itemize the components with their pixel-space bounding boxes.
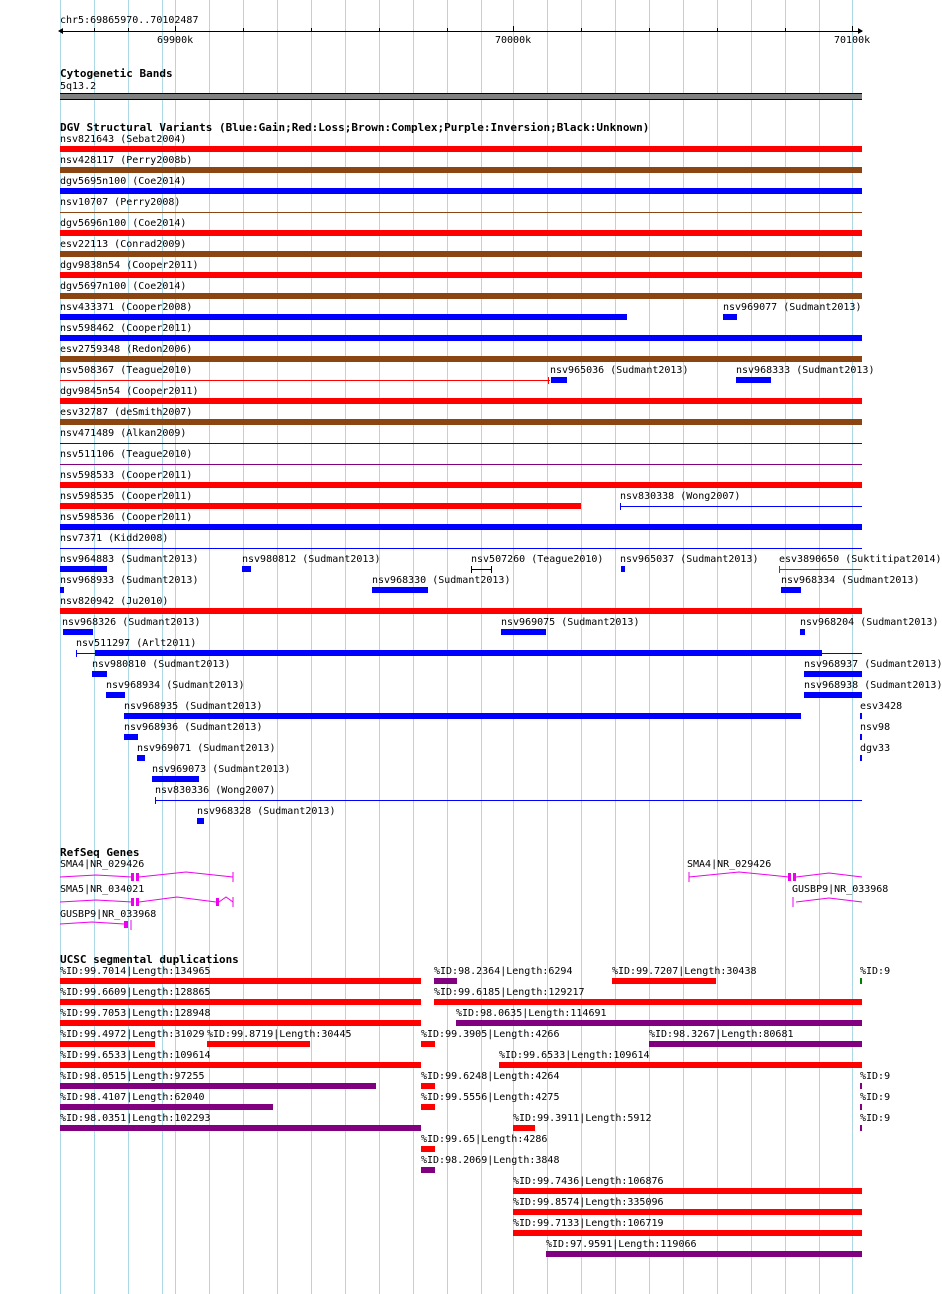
segdup-label: %ID:99.8719|Length:30445 [207, 1029, 352, 1040]
segdup-label: %ID:98.0351|Length:102293 [60, 1113, 211, 1124]
segdup-feature[interactable] [421, 1041, 435, 1047]
feature-end-cap [155, 797, 156, 804]
ruler-minor-tick [717, 28, 718, 32]
gain-feature[interactable] [124, 713, 801, 719]
gain-feature[interactable] [501, 629, 546, 635]
feature-label: nsv980810 (Sudmant2013) [92, 659, 231, 670]
grid-line [785, 0, 786, 1294]
segdup-feature[interactable] [60, 1125, 421, 1131]
gene-sma5-intron [139, 897, 216, 902]
ruler-major-tick [852, 26, 853, 32]
gene-sma4-exon [131, 873, 134, 881]
segdup-label: %ID:99.7133|Length:106719 [513, 1218, 664, 1229]
feature-end-cap [548, 377, 549, 384]
feature-label: nsv969073 (Sudmant2013) [152, 764, 291, 775]
feature-end-cap [491, 566, 492, 573]
grid-line [683, 0, 684, 1294]
feature-label: nsv965037 (Sudmant2013) [620, 554, 759, 565]
gain-feature-line[interactable] [60, 443, 862, 444]
segdup-label: %ID:99.6248|Length:4264 [421, 1071, 560, 1082]
gain-feature[interactable] [621, 566, 625, 572]
gain-feature[interactable] [60, 335, 862, 341]
segdup-feature[interactable] [421, 1083, 435, 1089]
segdup-feature[interactable] [421, 1104, 435, 1110]
gain-feature[interactable] [860, 734, 862, 740]
segdup-feature[interactable] [434, 999, 862, 1005]
gain-feature[interactable] [781, 587, 801, 593]
ruler-minor-tick [581, 28, 582, 32]
segdup-feature[interactable] [546, 1251, 862, 1257]
complex-feature-line[interactable] [60, 212, 862, 213]
segdup-feature[interactable] [60, 1062, 421, 1068]
complex-feature[interactable] [60, 419, 862, 425]
feature-label: nsv433371 (Cooper2008) [60, 302, 193, 313]
cytoband-label: 5q13.2 [60, 81, 97, 92]
feature-label: nsv980812 (Sudmant2013) [242, 554, 381, 565]
grid-line [819, 0, 820, 1294]
feature-end-cap [76, 650, 77, 657]
gain-feature[interactable] [723, 314, 737, 320]
gene-gusbp9-intron [60, 922, 124, 924]
segdup-feature[interactable] [513, 1209, 862, 1215]
grid-line [413, 0, 414, 1294]
feature-label: nsv968938 (Sudmant2013) [804, 680, 942, 691]
gene-gusbp9-exon [124, 921, 128, 928]
segdup-feature[interactable] [60, 999, 421, 1005]
segdup-feature[interactable] [513, 1125, 535, 1131]
segdup-label: %ID:98.2364|Length:6294 [434, 966, 573, 977]
grid-line [209, 0, 210, 1294]
grid-line [717, 0, 718, 1294]
gene-sma5-exon [216, 898, 219, 906]
feature-label: nsv969077 (Sudmant2013) [723, 302, 862, 313]
feature-label: esv22113 (Conrad2009) [60, 239, 187, 250]
feature-label: nsv598536 (Cooper2011) [60, 512, 193, 523]
ruler-major-tick [513, 26, 514, 32]
segdup-feature[interactable] [456, 1020, 862, 1026]
segdup-label: %ID:9 [860, 966, 891, 977]
ruler-axis [60, 31, 862, 32]
grid-line [277, 0, 278, 1294]
segdup-label: %ID:98.0635|Length:114691 [456, 1008, 607, 1019]
feature-label: esv32787 (deSmith2007) [60, 407, 193, 418]
gain-feature[interactable] [804, 692, 862, 698]
segdup-feature[interactable] [860, 1083, 862, 1089]
feature-label: nsv7371 (Kidd2008) [60, 533, 169, 544]
segdup-label: %ID:99.7207|Length:30438 [612, 966, 757, 977]
gene-sma5-intron [219, 897, 233, 902]
gain-feature-line[interactable] [60, 548, 862, 549]
gene-gusbp9-intron [796, 898, 862, 902]
gene-label: SMA5|NR_034021 [60, 884, 145, 895]
grid-line [345, 0, 346, 1294]
feature-label: nsv471489 (Alkan2009) [60, 428, 187, 439]
feature-label: dgv5695n100 (Coe2014) [60, 176, 187, 187]
gene-sma4-exon [793, 873, 796, 881]
feature-label: nsv508367 (Teague2010) [60, 365, 193, 376]
track-title: RefSeq Genes [60, 846, 140, 859]
gain-feature[interactable] [106, 692, 125, 698]
segdup-feature[interactable] [513, 1188, 862, 1194]
complex-feature[interactable] [60, 293, 862, 299]
ruler-minor-tick [379, 28, 380, 32]
gain-feature[interactable] [60, 188, 862, 194]
feature-label: nsv968330 (Sudmant2013) [372, 575, 511, 586]
gain-feature[interactable] [152, 776, 199, 782]
segdup-label: %ID:99.7436|Length:106876 [513, 1176, 664, 1187]
segdup-label: %ID:9 [860, 1071, 891, 1082]
feature-label: nsv507260 (Teague2010) [471, 554, 604, 565]
feature-label: dgv9838n54 (Cooper2011) [60, 260, 199, 271]
track-title: Cytogenetic Bands [60, 67, 173, 80]
gene-sma5-exon [136, 898, 139, 906]
segdup-label: %ID:98.2069|Length:3848 [421, 1155, 560, 1166]
feature-label: nsv968326 (Sudmant2013) [62, 617, 201, 628]
segdup-label: %ID:99.8574|Length:335096 [513, 1197, 664, 1208]
feature-label: nsv821643 (Sebat2004) [60, 134, 187, 145]
feature-label: nsv820942 (Ju2010) [60, 596, 169, 607]
grid-line [311, 0, 312, 1294]
gain-feature[interactable] [124, 734, 138, 740]
feature-label: dgv33 [860, 743, 891, 754]
loss-feature-line[interactable] [779, 569, 862, 570]
feature-label: nsv968204 (Sudmant2013) [800, 617, 939, 628]
segdup-feature[interactable] [499, 1062, 862, 1068]
segdup-label: %ID:99.6533|Length:109614 [60, 1050, 211, 1061]
segdup-label: %ID:9 [860, 1092, 891, 1103]
segdup-label: %ID:99.5556|Length:4275 [421, 1092, 560, 1103]
gain-feature[interactable] [860, 755, 862, 761]
feature-label: esv2759348 (Redon2006) [60, 344, 193, 355]
segdup-feature[interactable] [421, 1167, 435, 1173]
gene-label: SMA4|NR_029426 [687, 859, 772, 870]
segdup-label: %ID:99.6533|Length:109614 [499, 1050, 650, 1061]
gain-feature[interactable] [60, 587, 64, 593]
feature-label: nsv968328 (Sudmant2013) [197, 806, 336, 817]
ruler-position: chr5:69865970..70102487 [60, 15, 199, 26]
segdup-feature[interactable] [612, 978, 716, 984]
ruler-minor-tick [649, 28, 650, 32]
gain-feature[interactable] [736, 377, 771, 383]
feature-label: nsv968937 (Sudmant2013) [804, 659, 942, 670]
segdup-feature[interactable] [60, 1083, 376, 1089]
segdup-label: %ID:99.7053|Length:128948 [60, 1008, 211, 1019]
gain-feature[interactable] [63, 629, 93, 635]
ruler-tick-label: 69900k [157, 35, 194, 46]
feature-label: nsv598462 (Cooper2011) [60, 323, 193, 334]
segdup-label: %ID:98.4107|Length:62040 [60, 1092, 205, 1103]
loss-feature[interactable] [60, 272, 862, 278]
segdup-label: %ID:99.7014|Length:134965 [60, 966, 211, 977]
segdup-label: %ID:98.0515|Length:97255 [60, 1071, 205, 1082]
segdup-label: %ID:9 [860, 1113, 891, 1124]
ruler-minor-tick [243, 28, 244, 32]
track-title: UCSC segmental duplications [60, 953, 239, 966]
scroll-left-arrow-icon[interactable] [58, 28, 63, 34]
feature-label: nsv968936 (Sudmant2013) [124, 722, 263, 733]
feature-end-cap [779, 566, 780, 573]
complex-feature[interactable] [60, 251, 862, 257]
complex-feature[interactable] [60, 167, 862, 173]
grid-line [581, 0, 582, 1294]
feature-label: dgv5696n100 (Coe2014) [60, 218, 187, 229]
segdup-label: %ID:98.3267|Length:80681 [649, 1029, 794, 1040]
gain-feature[interactable] [242, 566, 251, 572]
feature-label: nsv511297 (Arlt2011) [76, 638, 197, 649]
gain-feature-line[interactable] [155, 800, 862, 801]
gain-feature[interactable] [60, 566, 107, 572]
feature-label: nsv965036 (Sudmant2013) [550, 365, 689, 376]
unknown-feature-line[interactable] [471, 569, 492, 570]
track-title: DGV Structural Variants (Blue:Gain;Red:Loss;Brown:Complex;Purple:Inversion;Black:Unknown) [60, 121, 650, 134]
loss-feature[interactable] [60, 230, 862, 236]
gene-sma4-intron [60, 875, 132, 877]
segdup-feature[interactable] [60, 1104, 273, 1110]
gain-feature[interactable] [92, 671, 107, 677]
gene-label: GUSBP9|NR_033968 [792, 884, 889, 895]
segdup-feature[interactable] [860, 1104, 862, 1110]
ruler-minor-tick [311, 28, 312, 32]
gain-feature[interactable] [551, 377, 567, 383]
feature-label: nsv969075 (Sudmant2013) [501, 617, 640, 628]
feature-label: nsv968933 (Sudmant2013) [60, 575, 199, 586]
gene-sma4-intron [139, 872, 233, 877]
feature-end-cap [620, 503, 621, 510]
gain-feature[interactable] [372, 587, 428, 593]
feature-end-cap [471, 566, 472, 573]
feature-label: nsv968935 (Sudmant2013) [124, 701, 263, 712]
segdup-feature[interactable] [60, 1041, 155, 1047]
gain-feature[interactable] [60, 524, 862, 530]
gain-feature-line[interactable] [620, 506, 862, 507]
loss-feature[interactable] [60, 146, 862, 152]
gain-feature[interactable] [860, 713, 862, 719]
gene-models[interactable] [0, 860, 890, 940]
gain-feature[interactable] [197, 818, 204, 824]
loss-feature[interactable] [60, 503, 581, 509]
feature-label: nsv10707 (Perry2008) [60, 197, 181, 208]
gene-label: GUSBP9|NR_033968 [60, 909, 157, 920]
segdup-label: %ID:99.4972|Length:31029 [60, 1029, 205, 1040]
ruler-minor-tick [94, 28, 95, 32]
grid-line [751, 0, 752, 1294]
grid-line [852, 0, 853, 1294]
feature-label: nsv98 [860, 722, 891, 733]
grid-line [649, 0, 650, 1294]
gene-sma4-intron [689, 872, 789, 877]
feature-label: nsv964883 (Sudmant2013) [60, 554, 199, 565]
gain-feature[interactable] [804, 671, 862, 677]
gain-feature[interactable] [137, 755, 145, 761]
scroll-right-arrow-icon[interactable] [858, 28, 863, 34]
segdup-feature[interactable] [649, 1041, 862, 1047]
gain-feature[interactable] [800, 629, 805, 635]
segdup-feature[interactable] [860, 978, 862, 984]
segdup-feature[interactable] [421, 1146, 435, 1152]
gene-sma5-exon [131, 898, 134, 906]
segdup-label: %ID:99.3911|Length:5912 [513, 1113, 652, 1124]
grid-line [615, 0, 616, 1294]
feature-label: nsv511106 (Teague2010) [60, 449, 193, 460]
grid-line [243, 0, 244, 1294]
ruler-major-tick [175, 26, 176, 32]
feature-label: nsv598533 (Cooper2011) [60, 470, 193, 481]
inversion-feature-line[interactable] [60, 464, 862, 465]
gain-feature[interactable] [60, 314, 627, 320]
segdup-label: %ID:99.6185|Length:129217 [434, 987, 585, 998]
segdup-feature[interactable] [434, 978, 457, 984]
segdup-label: %ID:99.6609|Length:128865 [60, 987, 211, 998]
feature-label: esv3428 [860, 701, 903, 712]
feature-label: nsv830338 (Wong2007) [620, 491, 741, 502]
ruler-tick-label: 70100k [834, 35, 871, 46]
gene-sma4-exon [788, 873, 791, 881]
gene-sma4-exon [136, 873, 139, 881]
segdup-feature[interactable] [860, 1125, 862, 1131]
ruler-minor-tick [447, 28, 448, 32]
segdup-feature[interactable] [207, 1041, 310, 1047]
grid-line [379, 0, 380, 1294]
segdup-feature[interactable] [60, 1020, 421, 1026]
loss-feature-line[interactable] [60, 380, 550, 381]
feature-label: esv3890650 (Suktitipat2014) [779, 554, 942, 565]
gain-feature[interactable] [95, 650, 822, 656]
gene-sma4-intron [796, 873, 862, 877]
feature-label: nsv968334 (Sudmant2013) [781, 575, 920, 586]
feature-label: nsv428117 (Perry2008b) [60, 155, 193, 166]
loss-feature[interactable] [60, 482, 862, 488]
loss-feature[interactable] [60, 608, 862, 614]
gene-label: SMA4|NR_029426 [60, 859, 145, 870]
segdup-feature[interactable] [60, 978, 421, 984]
feature-label: dgv5697n100 (Coe2014) [60, 281, 187, 292]
gene-sma5-intron [60, 900, 132, 902]
segdup-label: %ID:97.9591|Length:119066 [546, 1239, 697, 1250]
complex-feature[interactable] [60, 356, 862, 362]
segdup-feature[interactable] [513, 1230, 862, 1236]
cytoband-bar[interactable] [60, 93, 862, 100]
feature-label: nsv830336 (Wong2007) [155, 785, 276, 796]
feature-label: nsv969071 (Sudmant2013) [137, 743, 276, 754]
feature-label: nsv598535 (Cooper2011) [60, 491, 193, 502]
ruler-minor-tick [128, 28, 129, 32]
ruler-tick-label: 70000k [495, 35, 532, 46]
segdup-label: %ID:99.65|Length:4286 [421, 1134, 548, 1145]
feature-label: nsv968333 (Sudmant2013) [736, 365, 875, 376]
loss-feature[interactable] [60, 398, 862, 404]
feature-label: dgv9845n54 (Cooper2011) [60, 386, 199, 397]
feature-label: nsv968934 (Sudmant2013) [106, 680, 245, 691]
segdup-label: %ID:99.3905|Length:4266 [421, 1029, 560, 1040]
ruler-minor-tick [785, 28, 786, 32]
